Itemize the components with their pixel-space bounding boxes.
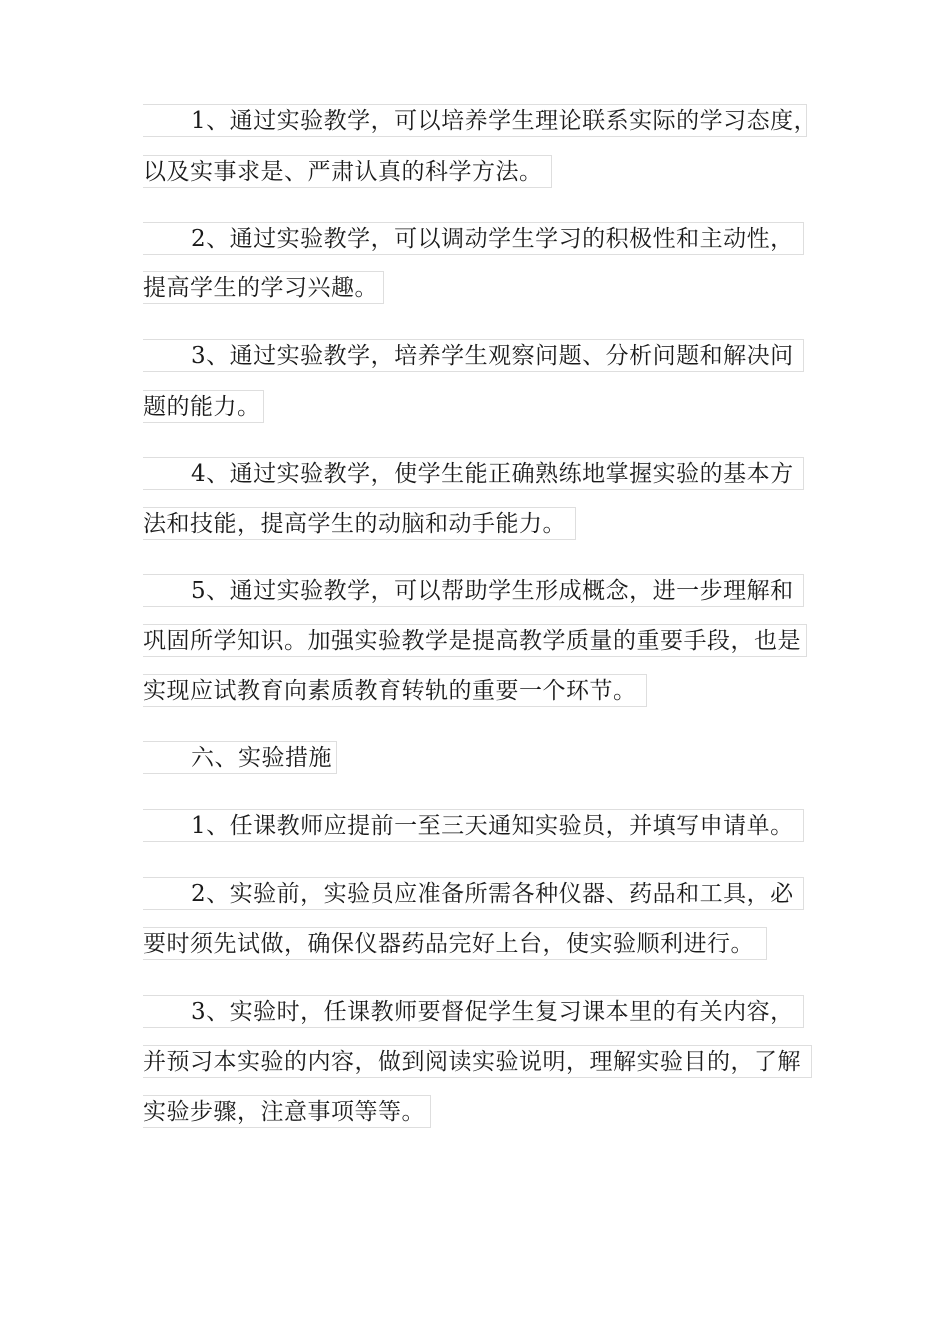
paragraph-2-line-2: 提高学生的学习兴趣。 bbox=[143, 271, 384, 304]
measure-3-line-3: 实验步骤，注意事项等等。 bbox=[143, 1095, 431, 1128]
measure-3-line-2: 并预习本实验的内容，做到阅读实验说明，理解实验目的，了解 bbox=[143, 1045, 812, 1078]
measure-2-line-2: 要时须先试做，确保仪器药品完好上台，使实验顺利进行。 bbox=[143, 927, 767, 960]
paragraph-1-line-1: 1、通过实验教学，可以培养学生理论联系实际的学习态度， bbox=[143, 104, 807, 137]
paragraph-4-line-1: 4、通过实验教学，使学生能正确熟练地掌握实验的基本方 bbox=[143, 457, 804, 490]
paragraph-3-line-2: 题的能力。 bbox=[143, 390, 264, 423]
paragraph-2-line-1: 2、通过实验教学，可以调动学生学习的积极性和主动性， bbox=[143, 222, 804, 255]
paragraph-3-line-1: 3、通过实验教学，培养学生观察问题、分析问题和解决问 bbox=[143, 339, 804, 372]
measure-2-line-1: 2、实验前，实验员应准备所需各种仪器、药品和工具，必 bbox=[143, 877, 804, 910]
paragraph-1-line-2: 以及实事求是、严肃认真的科学方法。 bbox=[143, 155, 552, 188]
measure-1-line-1: 1、任课教师应提前一至三天通知实验员，并填写申请单。 bbox=[143, 809, 804, 842]
paragraph-5-line-2: 巩固所学知识。加强实验教学是提高教学质量的重要手段，也是 bbox=[143, 624, 807, 657]
paragraph-4-line-2: 法和技能，提高学生的动脑和动手能力。 bbox=[143, 507, 576, 540]
section-heading: 六、实验措施 bbox=[143, 741, 337, 774]
measure-3-line-1: 3、实验时，任课教师要督促学生复习课本里的有关内容， bbox=[143, 995, 804, 1028]
paragraph-5-line-3: 实现应试教育向素质教育转轨的重要一个环节。 bbox=[143, 674, 647, 707]
paragraph-5-line-1: 5、通过实验教学，可以帮助学生形成概念，进一步理解和 bbox=[143, 574, 804, 607]
